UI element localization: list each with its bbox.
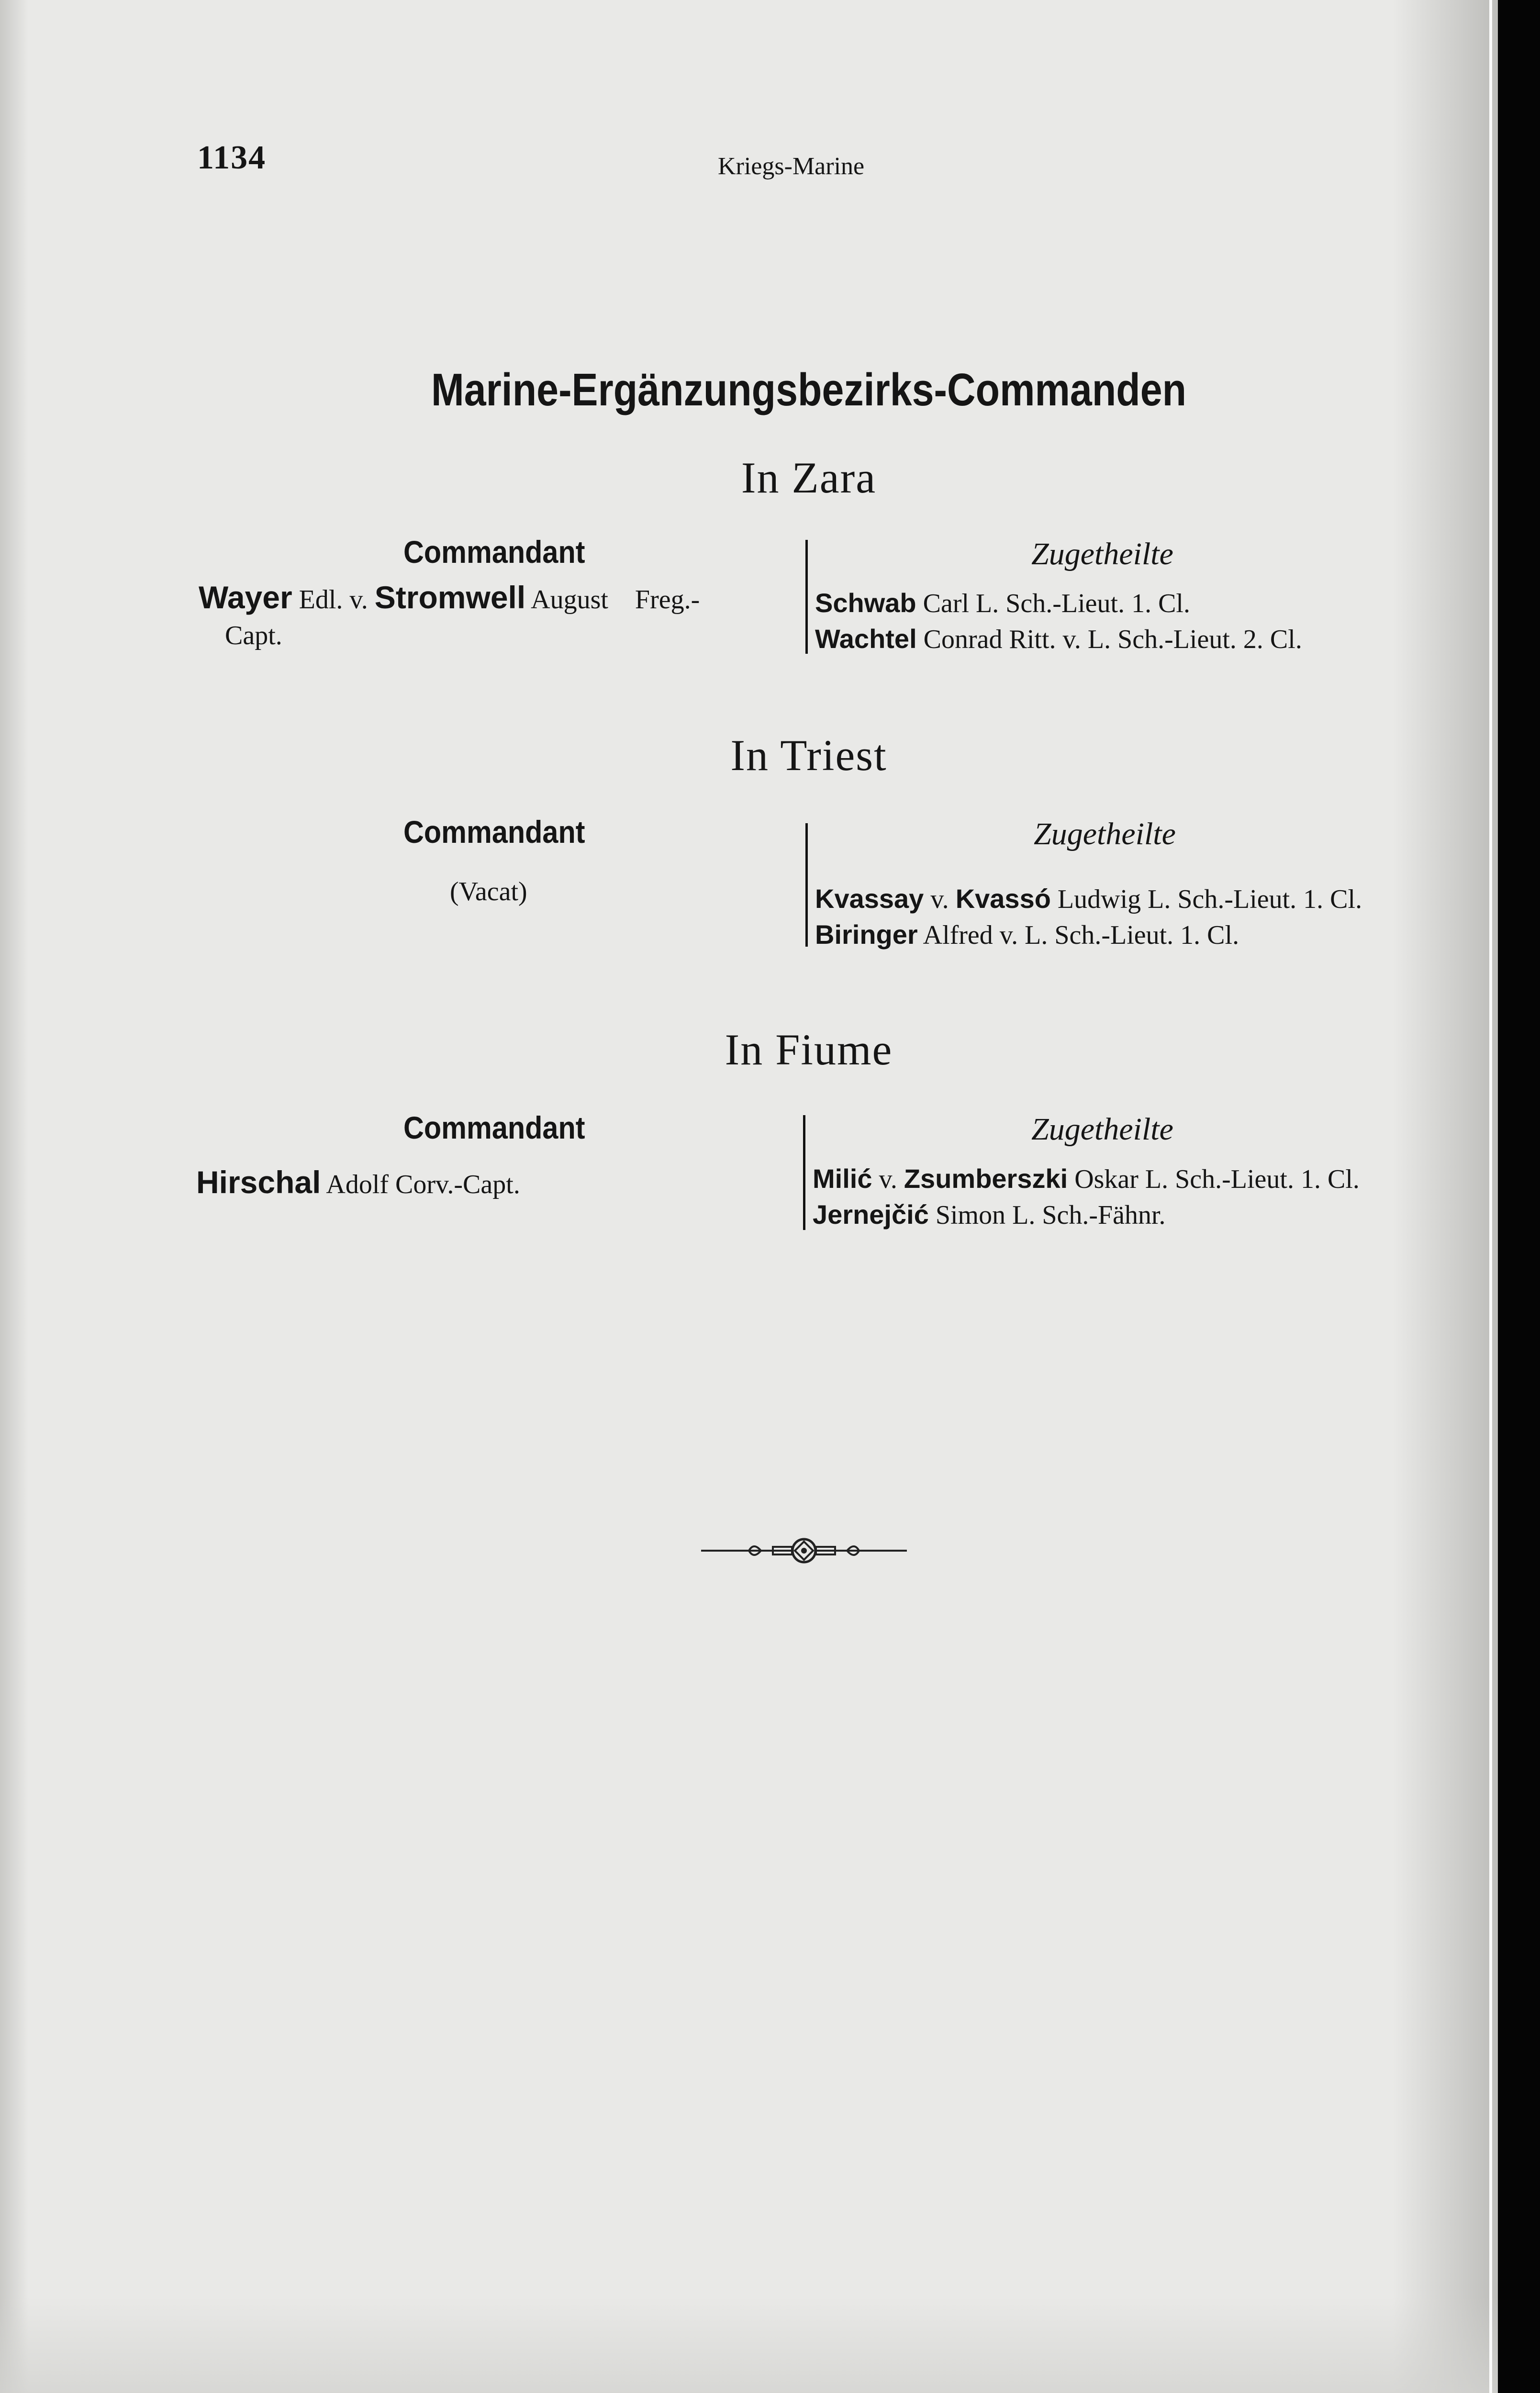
column-divider-fiume [803,1115,805,1230]
section-title-zara: In Zara [741,453,877,502]
commandant-particle: Edl. v. [299,585,368,615]
assigned-detail: Ludwig L. Sch.-Lieut. 1. Cl. [1057,884,1362,914]
assigned-entry-zara-2 [815,621,1302,658]
commandant-rank-part2: Capt. [225,621,282,650]
assigned-particle: v. [879,1164,897,1194]
assigned-detail: Simon L. Sch.-Fähnr. [935,1200,1166,1230]
assigned-label-triest: Zugetheilte [1034,816,1176,851]
commandant-given-name: August [531,585,608,615]
commandant-label-zara: Commandant [403,534,585,570]
page-shadow-left [0,0,29,2393]
assigned-surname: Wachtel [815,624,917,654]
commandant-entry-fiume [196,1164,520,1203]
section-title-triest: In Triest [730,731,887,780]
assigned-entry-fiume-2 [813,1196,1166,1233]
assigned-surname-2: Zsumberszki [904,1163,1068,1194]
column-divider-zara [805,540,808,654]
assigned-label-fiume: Zugetheilte [1031,1112,1173,1147]
assigned-particle: v. [930,884,949,914]
assigned-surname: Schwab [815,588,916,618]
end-ornament-icon [701,1534,907,1567]
commandant-entry-zara [199,579,700,618]
column-divider-triest [805,823,808,947]
assigned-surname-2: Kvassó [955,883,1051,914]
assigned-surname: Biringer [815,919,918,950]
page-title: Marine-Ergänzungsbezirks-Commanden [431,364,1187,415]
assigned-entry-fiume-1 [813,1161,1360,1197]
commandant-surname: Hirschal [196,1164,321,1200]
assigned-detail: Carl L. Sch.-Lieut. 1. Cl. [923,589,1190,618]
page-edge-line [1489,0,1492,2393]
page-number: 1134 [197,139,267,176]
assigned-entry-triest-1 [815,881,1362,917]
assigned-entry-zara-1 [815,585,1190,622]
commandant-surname-2: Stromwell [374,580,526,615]
section-title-fiume: In Fiume [725,1025,893,1074]
commandant-vacant-triest: (Vacat) [450,877,527,906]
commandant-detail: Adolf Corv.-Capt. [326,1170,520,1199]
assigned-surname: Milić [813,1163,872,1194]
page-shadow-bottom [0,2297,1498,2393]
assigned-label-zara: Zugetheilte [1031,537,1173,571]
assigned-surname: Kvassay [815,883,924,914]
assigned-entry-triest-2 [815,917,1239,953]
commandant-rank-part1: Freg.- [635,585,700,615]
commandant-label-triest: Commandant [403,814,585,850]
page-shadow-right [1393,0,1498,2393]
assigned-detail: Conrad Ritt. v. L. Sch.-Lieut. 2. Cl. [923,625,1302,654]
running-head: Kriegs-Marine [718,153,865,180]
scan-edge-right [1498,0,1540,2393]
assigned-surname: Jernejčić [813,1199,929,1230]
commandant-label-fiume: Commandant [403,1110,585,1145]
assigned-detail: Oskar L. Sch.-Lieut. 1. Cl. [1074,1164,1360,1194]
assigned-detail: Alfred v. L. Sch.-Lieut. 1. Cl. [923,920,1239,950]
commandant-surname: Wayer [199,580,292,615]
